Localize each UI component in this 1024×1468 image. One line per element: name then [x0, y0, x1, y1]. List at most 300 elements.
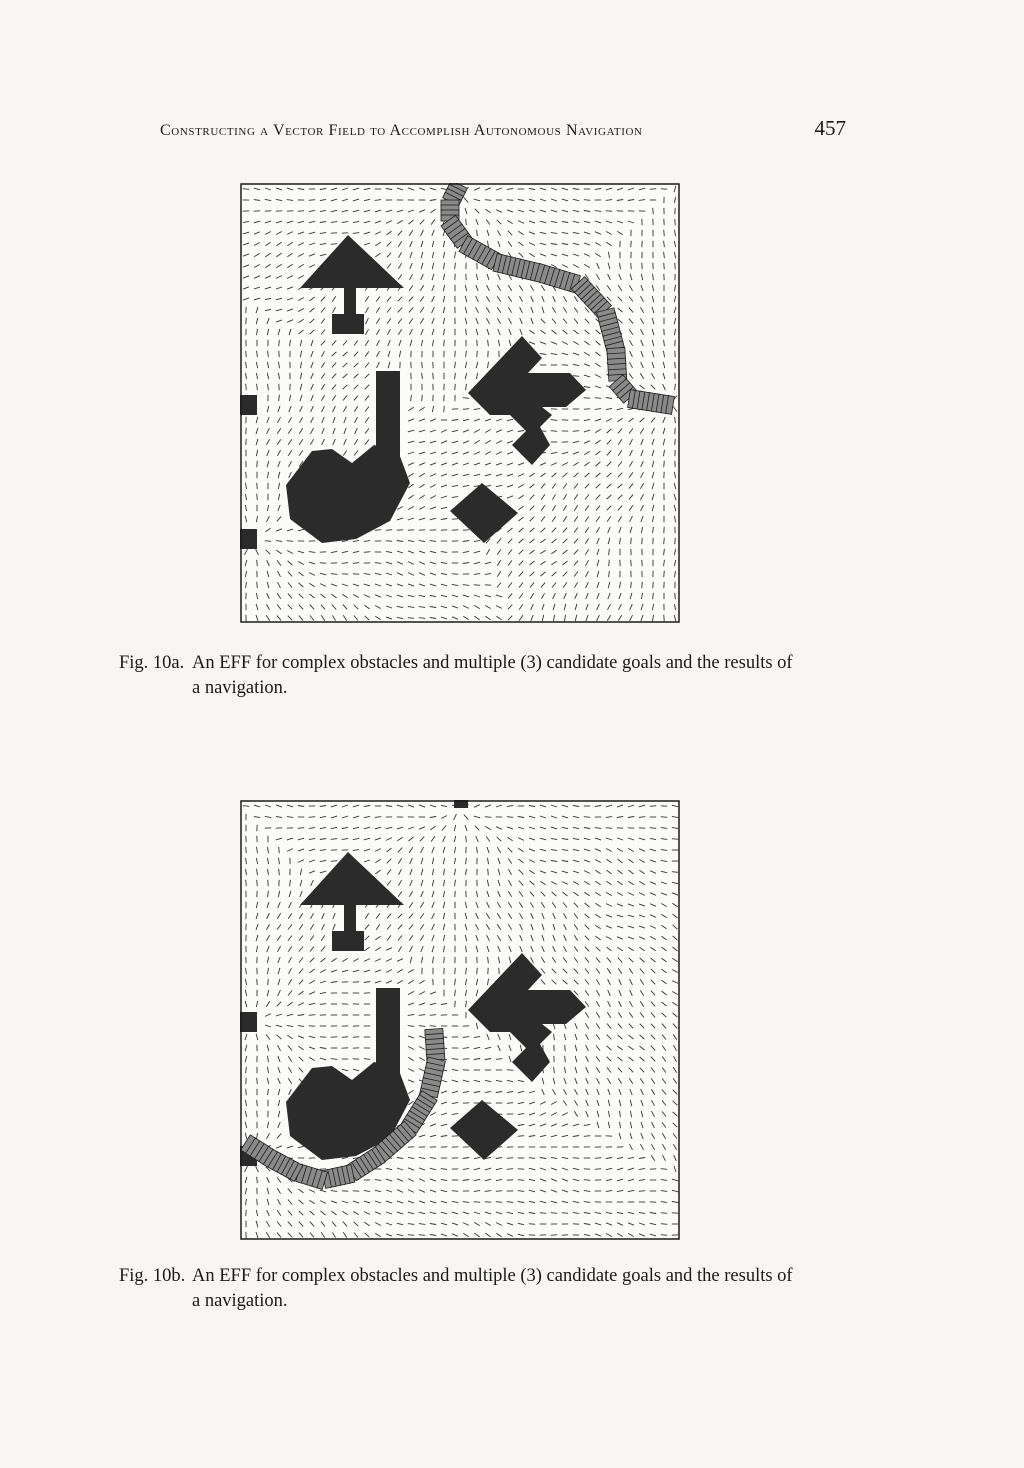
field-vector	[531, 946, 533, 952]
field-vector	[333, 924, 336, 930]
field-vector	[397, 617, 403, 618]
field-vector	[430, 518, 436, 520]
field-vector	[342, 827, 348, 828]
field-vector	[617, 893, 623, 896]
field-vector	[519, 859, 524, 863]
field-vector	[507, 817, 513, 818]
field-vector	[353, 850, 359, 851]
field-vector	[650, 936, 656, 939]
field-vector	[332, 615, 335, 620]
field-vector	[287, 188, 293, 190]
field-vector	[640, 373, 643, 378]
field-vector	[364, 860, 370, 862]
field-vector	[639, 805, 645, 807]
field-vector	[574, 969, 578, 974]
field-vector	[573, 1158, 579, 1159]
field-vector	[640, 418, 645, 422]
field-vector	[254, 200, 260, 201]
field-vector	[585, 925, 590, 930]
field-vector	[607, 1078, 610, 1084]
field-vector	[496, 1168, 502, 1169]
field-vector	[486, 296, 489, 301]
field-vector	[452, 1091, 458, 1093]
field-vector	[311, 384, 314, 390]
field-vector	[529, 1136, 535, 1137]
field-vector	[397, 210, 403, 212]
field-vector	[441, 1113, 447, 1115]
field-vector	[419, 562, 425, 565]
field-vector	[387, 914, 391, 919]
field-vector	[673, 1013, 678, 1017]
field-vector	[298, 1036, 304, 1038]
field-vector	[553, 296, 556, 302]
field-vector	[364, 982, 370, 983]
field-vector	[364, 806, 370, 807]
field-vector	[663, 362, 664, 368]
field-vector	[331, 861, 337, 862]
field-vector	[485, 452, 491, 455]
field-vector	[606, 892, 612, 895]
field-vector	[298, 232, 304, 234]
field-vector	[455, 979, 456, 985]
field-vector	[309, 562, 315, 564]
field-vector	[542, 913, 544, 919]
j-stem-obstacle	[376, 371, 400, 459]
field-vector	[289, 461, 292, 467]
field-vector	[430, 441, 436, 443]
field-vector	[585, 527, 589, 532]
field-vector	[299, 913, 302, 918]
field-vector	[408, 452, 414, 454]
field-vector	[628, 859, 633, 863]
field-vector	[520, 296, 523, 302]
field-vector	[496, 441, 502, 444]
field-vector	[574, 561, 578, 566]
field-vector	[530, 484, 535, 488]
field-vector	[509, 946, 511, 952]
field-vector	[497, 571, 500, 576]
field-vector	[321, 319, 325, 324]
field-vector	[397, 595, 403, 597]
field-vector	[331, 1191, 337, 1192]
field-vector	[518, 221, 524, 224]
field-vector	[466, 384, 467, 390]
field-vector	[246, 847, 247, 853]
field-vector	[366, 307, 369, 313]
field-vector	[332, 385, 336, 390]
field-vector	[552, 528, 556, 533]
field-vector	[364, 199, 370, 200]
field-vector	[585, 473, 590, 477]
field-vector	[476, 891, 477, 897]
field-vector	[663, 351, 664, 357]
field-vector	[408, 1212, 414, 1214]
field-vector	[299, 439, 303, 444]
field-vector	[265, 816, 271, 817]
field-vector	[518, 1125, 524, 1126]
field-vector	[309, 254, 315, 256]
field-vector	[267, 428, 270, 434]
field-vector	[442, 826, 446, 831]
field-vector	[387, 925, 391, 930]
field-vector	[430, 607, 436, 608]
field-vector	[375, 817, 381, 818]
field-vector	[322, 406, 325, 412]
field-vector	[496, 1059, 502, 1060]
field-vector	[353, 584, 359, 586]
field-vector	[289, 968, 292, 974]
field-vector	[343, 374, 348, 378]
field-vector	[564, 935, 567, 941]
field-vector	[540, 354, 546, 355]
field-vector	[485, 188, 491, 190]
field-vector	[441, 584, 447, 586]
field-vector	[267, 582, 269, 588]
field-vector	[551, 1201, 557, 1203]
field-vector	[652, 1122, 655, 1128]
field-vector	[408, 1015, 414, 1016]
field-vector	[476, 318, 478, 324]
field-vector	[332, 1222, 336, 1227]
field-vector	[530, 561, 535, 565]
field-vector	[498, 858, 500, 864]
field-vector	[342, 1037, 348, 1038]
field-vector	[276, 1025, 282, 1027]
field-vector	[662, 1078, 666, 1083]
field-vector	[322, 439, 325, 445]
field-vector	[476, 274, 477, 280]
field-vector	[298, 1046, 303, 1050]
field-vector	[631, 241, 632, 247]
field-vector	[276, 805, 282, 807]
field-vector	[630, 1133, 632, 1139]
field-vector	[454, 836, 455, 842]
field-vector	[562, 1213, 568, 1214]
field-vector	[364, 595, 370, 598]
field-vector	[278, 406, 280, 412]
field-vector	[386, 981, 392, 984]
field-vector	[564, 593, 567, 599]
field-vector	[519, 870, 524, 875]
field-vector	[586, 1056, 589, 1062]
field-vector	[540, 199, 546, 201]
field-vector	[530, 892, 534, 897]
field-vector	[507, 210, 513, 212]
field-vector	[618, 1078, 621, 1083]
field-vector	[398, 936, 402, 941]
field-vector	[508, 880, 511, 886]
field-vector	[652, 439, 654, 445]
field-vector	[552, 307, 555, 312]
field-vector	[618, 297, 622, 302]
field-vector	[387, 881, 391, 886]
field-vector	[540, 330, 545, 334]
field-vector	[331, 1201, 337, 1203]
field-vector	[432, 296, 435, 302]
field-vector	[386, 838, 392, 841]
field-vector	[595, 375, 601, 378]
field-vector	[266, 1001, 269, 1006]
field-vector	[639, 817, 645, 818]
field-vector	[652, 351, 654, 357]
field-vector	[597, 549, 599, 555]
field-vector	[551, 221, 557, 222]
field-vector	[639, 904, 645, 906]
field-vector	[309, 992, 315, 995]
field-vector	[375, 210, 381, 212]
field-vector	[444, 263, 445, 269]
field-vector	[387, 329, 390, 335]
field-vector	[652, 1133, 655, 1139]
field-vector	[265, 287, 271, 289]
field-vector	[419, 441, 425, 442]
field-vector	[278, 979, 280, 985]
field-vector	[584, 871, 590, 874]
field-vector	[575, 615, 576, 621]
field-vector	[529, 1224, 535, 1225]
field-vector	[430, 209, 435, 213]
field-vector	[278, 1111, 279, 1117]
running-header	[160, 116, 846, 141]
field-vector	[650, 1213, 656, 1214]
field-vector	[617, 418, 622, 422]
field-vector	[375, 200, 381, 201]
field-vector	[650, 947, 655, 951]
field-vector	[419, 992, 425, 995]
field-vector	[618, 308, 623, 312]
field-vector	[408, 551, 414, 553]
field-vector	[344, 417, 346, 423]
field-vector	[364, 189, 370, 190]
field-vector	[662, 1112, 666, 1117]
field-vector	[245, 1166, 248, 1172]
field-vector	[595, 881, 600, 884]
field-vector	[299, 1200, 304, 1204]
field-vector	[376, 924, 379, 929]
field-vector	[507, 1080, 513, 1081]
field-vector	[288, 1200, 292, 1205]
field-vector	[310, 297, 315, 301]
field-vector	[650, 1234, 656, 1236]
field-vector	[386, 948, 392, 951]
field-vector	[364, 232, 370, 234]
field-vector	[441, 1091, 447, 1093]
field-vector	[474, 1157, 480, 1158]
field-vector	[553, 1089, 556, 1095]
field-vector	[608, 1089, 610, 1095]
field-vector	[672, 893, 678, 895]
field-vector	[629, 461, 632, 466]
field-vector	[585, 936, 589, 941]
field-vector	[552, 980, 557, 984]
caption-label: Fig. 10b.	[119, 1266, 186, 1286]
field-vector	[563, 307, 566, 312]
field-vector	[586, 593, 588, 599]
field-vector	[375, 849, 381, 852]
field-vector	[540, 463, 546, 466]
field-vector	[386, 1190, 392, 1192]
field-vector	[487, 902, 490, 908]
field-vector	[454, 858, 455, 864]
field-vector	[408, 1224, 414, 1225]
field-vector	[584, 341, 589, 345]
field-vector	[595, 892, 600, 895]
field-vector	[597, 538, 599, 544]
field-vector	[278, 1100, 279, 1106]
field-vector	[375, 870, 380, 874]
field-vector	[530, 506, 534, 511]
field-vector	[399, 340, 401, 346]
wall-marker-upper	[240, 1012, 257, 1032]
field-vector	[257, 329, 258, 335]
field-vector	[519, 881, 523, 886]
field-vector	[246, 373, 247, 379]
field-vector	[289, 902, 292, 908]
field-vector	[245, 1045, 247, 1051]
field-vector	[287, 838, 293, 840]
field-vector	[475, 826, 479, 831]
field-vector	[299, 572, 304, 576]
field-vector	[444, 340, 445, 346]
field-vector	[540, 1201, 546, 1203]
field-vector	[365, 296, 368, 301]
field-vector	[529, 1158, 535, 1159]
field-vector	[529, 253, 534, 256]
field-vector	[617, 1168, 623, 1170]
field-vector	[332, 341, 336, 346]
field-vector	[353, 838, 359, 839]
field-vector	[287, 287, 293, 289]
field-vector	[520, 935, 523, 941]
field-vector	[651, 1046, 655, 1051]
field-vector	[509, 340, 511, 346]
field-vector	[597, 593, 599, 599]
field-vector	[664, 252, 665, 258]
field-vector	[530, 539, 535, 543]
field-vector	[661, 893, 667, 895]
field-vector	[488, 362, 489, 368]
field-vector	[277, 946, 280, 952]
field-vector	[573, 199, 579, 200]
field-vector	[629, 373, 633, 378]
field-vector	[639, 1179, 645, 1180]
field-vector	[441, 1080, 447, 1082]
field-vector	[607, 1024, 611, 1029]
field-vector	[419, 980, 424, 983]
field-vector	[609, 560, 610, 566]
field-vector	[397, 573, 403, 576]
field-vector	[520, 946, 522, 952]
field-vector	[596, 1023, 600, 1028]
field-vector	[507, 1158, 513, 1159]
field-vector	[552, 505, 555, 511]
field-vector	[476, 924, 479, 930]
field-vector	[419, 595, 425, 596]
field-vector	[562, 254, 568, 256]
field-vector	[584, 419, 590, 420]
field-vector	[531, 935, 533, 941]
field-vector	[430, 1015, 436, 1016]
field-vector	[466, 219, 467, 225]
field-vector	[267, 560, 270, 566]
field-vector	[508, 869, 511, 875]
field-vector	[531, 615, 533, 621]
field-vector	[243, 276, 249, 278]
field-vector	[365, 925, 369, 930]
field-vector	[584, 462, 589, 466]
field-vector	[496, 1080, 502, 1081]
field-vector	[651, 1024, 655, 1029]
field-vector	[309, 1003, 315, 1005]
field-vector	[410, 957, 412, 963]
field-vector	[278, 1122, 280, 1128]
field-vector	[278, 1188, 281, 1194]
field-vector	[552, 473, 557, 477]
field-vector	[463, 1091, 469, 1092]
field-vector	[619, 527, 621, 533]
field-vector	[529, 232, 535, 234]
field-vector	[444, 946, 445, 952]
field-vector	[444, 869, 445, 875]
field-vector	[573, 838, 579, 839]
field-vector	[409, 935, 413, 940]
field-vector	[496, 1191, 502, 1192]
field-vector	[409, 837, 414, 841]
field-vector	[321, 341, 325, 346]
field-vector	[441, 552, 447, 553]
field-vector	[311, 373, 313, 379]
field-vector	[562, 1201, 568, 1202]
field-vector	[419, 484, 424, 488]
field-vector	[375, 947, 381, 950]
field-vector	[640, 1068, 644, 1073]
field-vector	[387, 253, 391, 258]
field-vector	[497, 230, 500, 236]
field-vector	[354, 385, 359, 389]
field-vector	[387, 318, 391, 323]
field-vector	[672, 828, 678, 829]
field-vector	[430, 1158, 436, 1159]
field-vector	[518, 827, 524, 829]
field-vector	[320, 1048, 326, 1049]
field-vector	[519, 583, 523, 588]
field-vector	[267, 1210, 270, 1216]
field-vector	[551, 353, 557, 354]
field-vector	[596, 1034, 600, 1039]
field-vector	[398, 925, 402, 930]
field-vector	[596, 968, 600, 973]
field-vector	[487, 946, 489, 952]
field-vector	[421, 869, 423, 875]
field-vector	[476, 990, 477, 996]
field-vector	[322, 913, 325, 919]
field-vector	[254, 805, 260, 807]
field-vector	[398, 319, 402, 324]
field-vector	[419, 473, 425, 476]
field-vector	[354, 374, 359, 378]
field-vector	[573, 243, 579, 244]
field-vector	[607, 484, 612, 488]
field-vector	[265, 309, 271, 310]
field-vector	[662, 1035, 666, 1040]
field-vector	[653, 527, 654, 533]
field-vector	[585, 969, 589, 974]
field-vector	[256, 1166, 259, 1172]
field-vector	[287, 1146, 293, 1148]
field-vector	[586, 1045, 589, 1051]
field-vector	[641, 1100, 643, 1106]
field-vector	[640, 385, 645, 389]
